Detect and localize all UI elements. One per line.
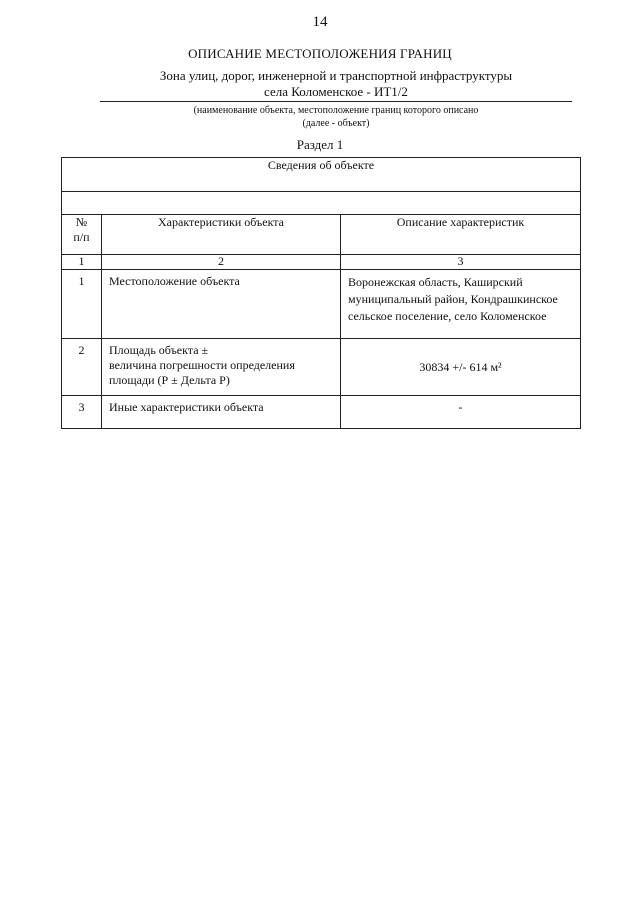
row-number: 2 [62, 339, 102, 396]
column-header-number-line-1: № [75, 215, 88, 229]
description-line: муниципальный район, Кондрашкинское [348, 292, 558, 306]
row-characteristic [102, 339, 341, 396]
description-line: Воронежская область, Каширский [348, 275, 523, 289]
page-number: 14 [312, 14, 328, 30]
column-header-number [62, 215, 102, 255]
characteristic-line: площади (Р ± Дельта Р) [109, 373, 230, 387]
row-description [341, 270, 581, 339]
row-characteristic: Местоположение объекта [102, 270, 341, 339]
field-caption [100, 104, 572, 130]
table-row [62, 270, 581, 339]
section-title: Раздел 1 [296, 137, 344, 152]
characteristic-line: величина погрешности определения [109, 358, 295, 372]
table-index-row [62, 255, 581, 270]
caption-line-2: (далее - объект) [302, 118, 370, 129]
column-header-number-line-2: п/п [73, 230, 90, 244]
column-header-characteristics: Характеристики объекта [102, 215, 341, 255]
characteristic-line: Площадь объекта ± [109, 343, 209, 357]
index-cell: 1 [62, 255, 102, 270]
column-header-description: Описание характеристик [341, 215, 581, 255]
row-description: - [341, 396, 581, 429]
description-line: сельское поселение, село Коломенское [348, 309, 547, 323]
table-heading: Сведения об объекте [62, 158, 581, 192]
index-cell: 2 [102, 255, 341, 270]
table-blank-row [62, 192, 581, 215]
table-column-header-row [62, 215, 581, 255]
caption-line-1: (наименование объекта, местоположение границ которого описано [193, 105, 479, 116]
underline-rule [100, 101, 572, 102]
object-info-table [61, 157, 581, 429]
index-cell: 3 [341, 255, 581, 270]
row-characteristic: Иные характеристики объекта [102, 396, 341, 429]
row-number: 3 [62, 396, 102, 429]
object-name-line-2: села Коломенское - ИТ1/2 [264, 84, 408, 99]
object-name-line-1: Зона улиц, дорог, инженерной и транспортной инфраструктуры [159, 68, 513, 83]
table-heading-row [62, 158, 581, 192]
document-title: ОПИСАНИЕ МЕСТОПОЛОЖЕНИЯ ГРАНИЦ [188, 46, 452, 61]
table-row [62, 339, 581, 396]
table-row [62, 396, 581, 429]
object-name [100, 68, 572, 100]
row-description: 30834 +/- 614 м² [341, 339, 581, 396]
blank-cell [62, 192, 581, 215]
row-number: 1 [62, 270, 102, 339]
